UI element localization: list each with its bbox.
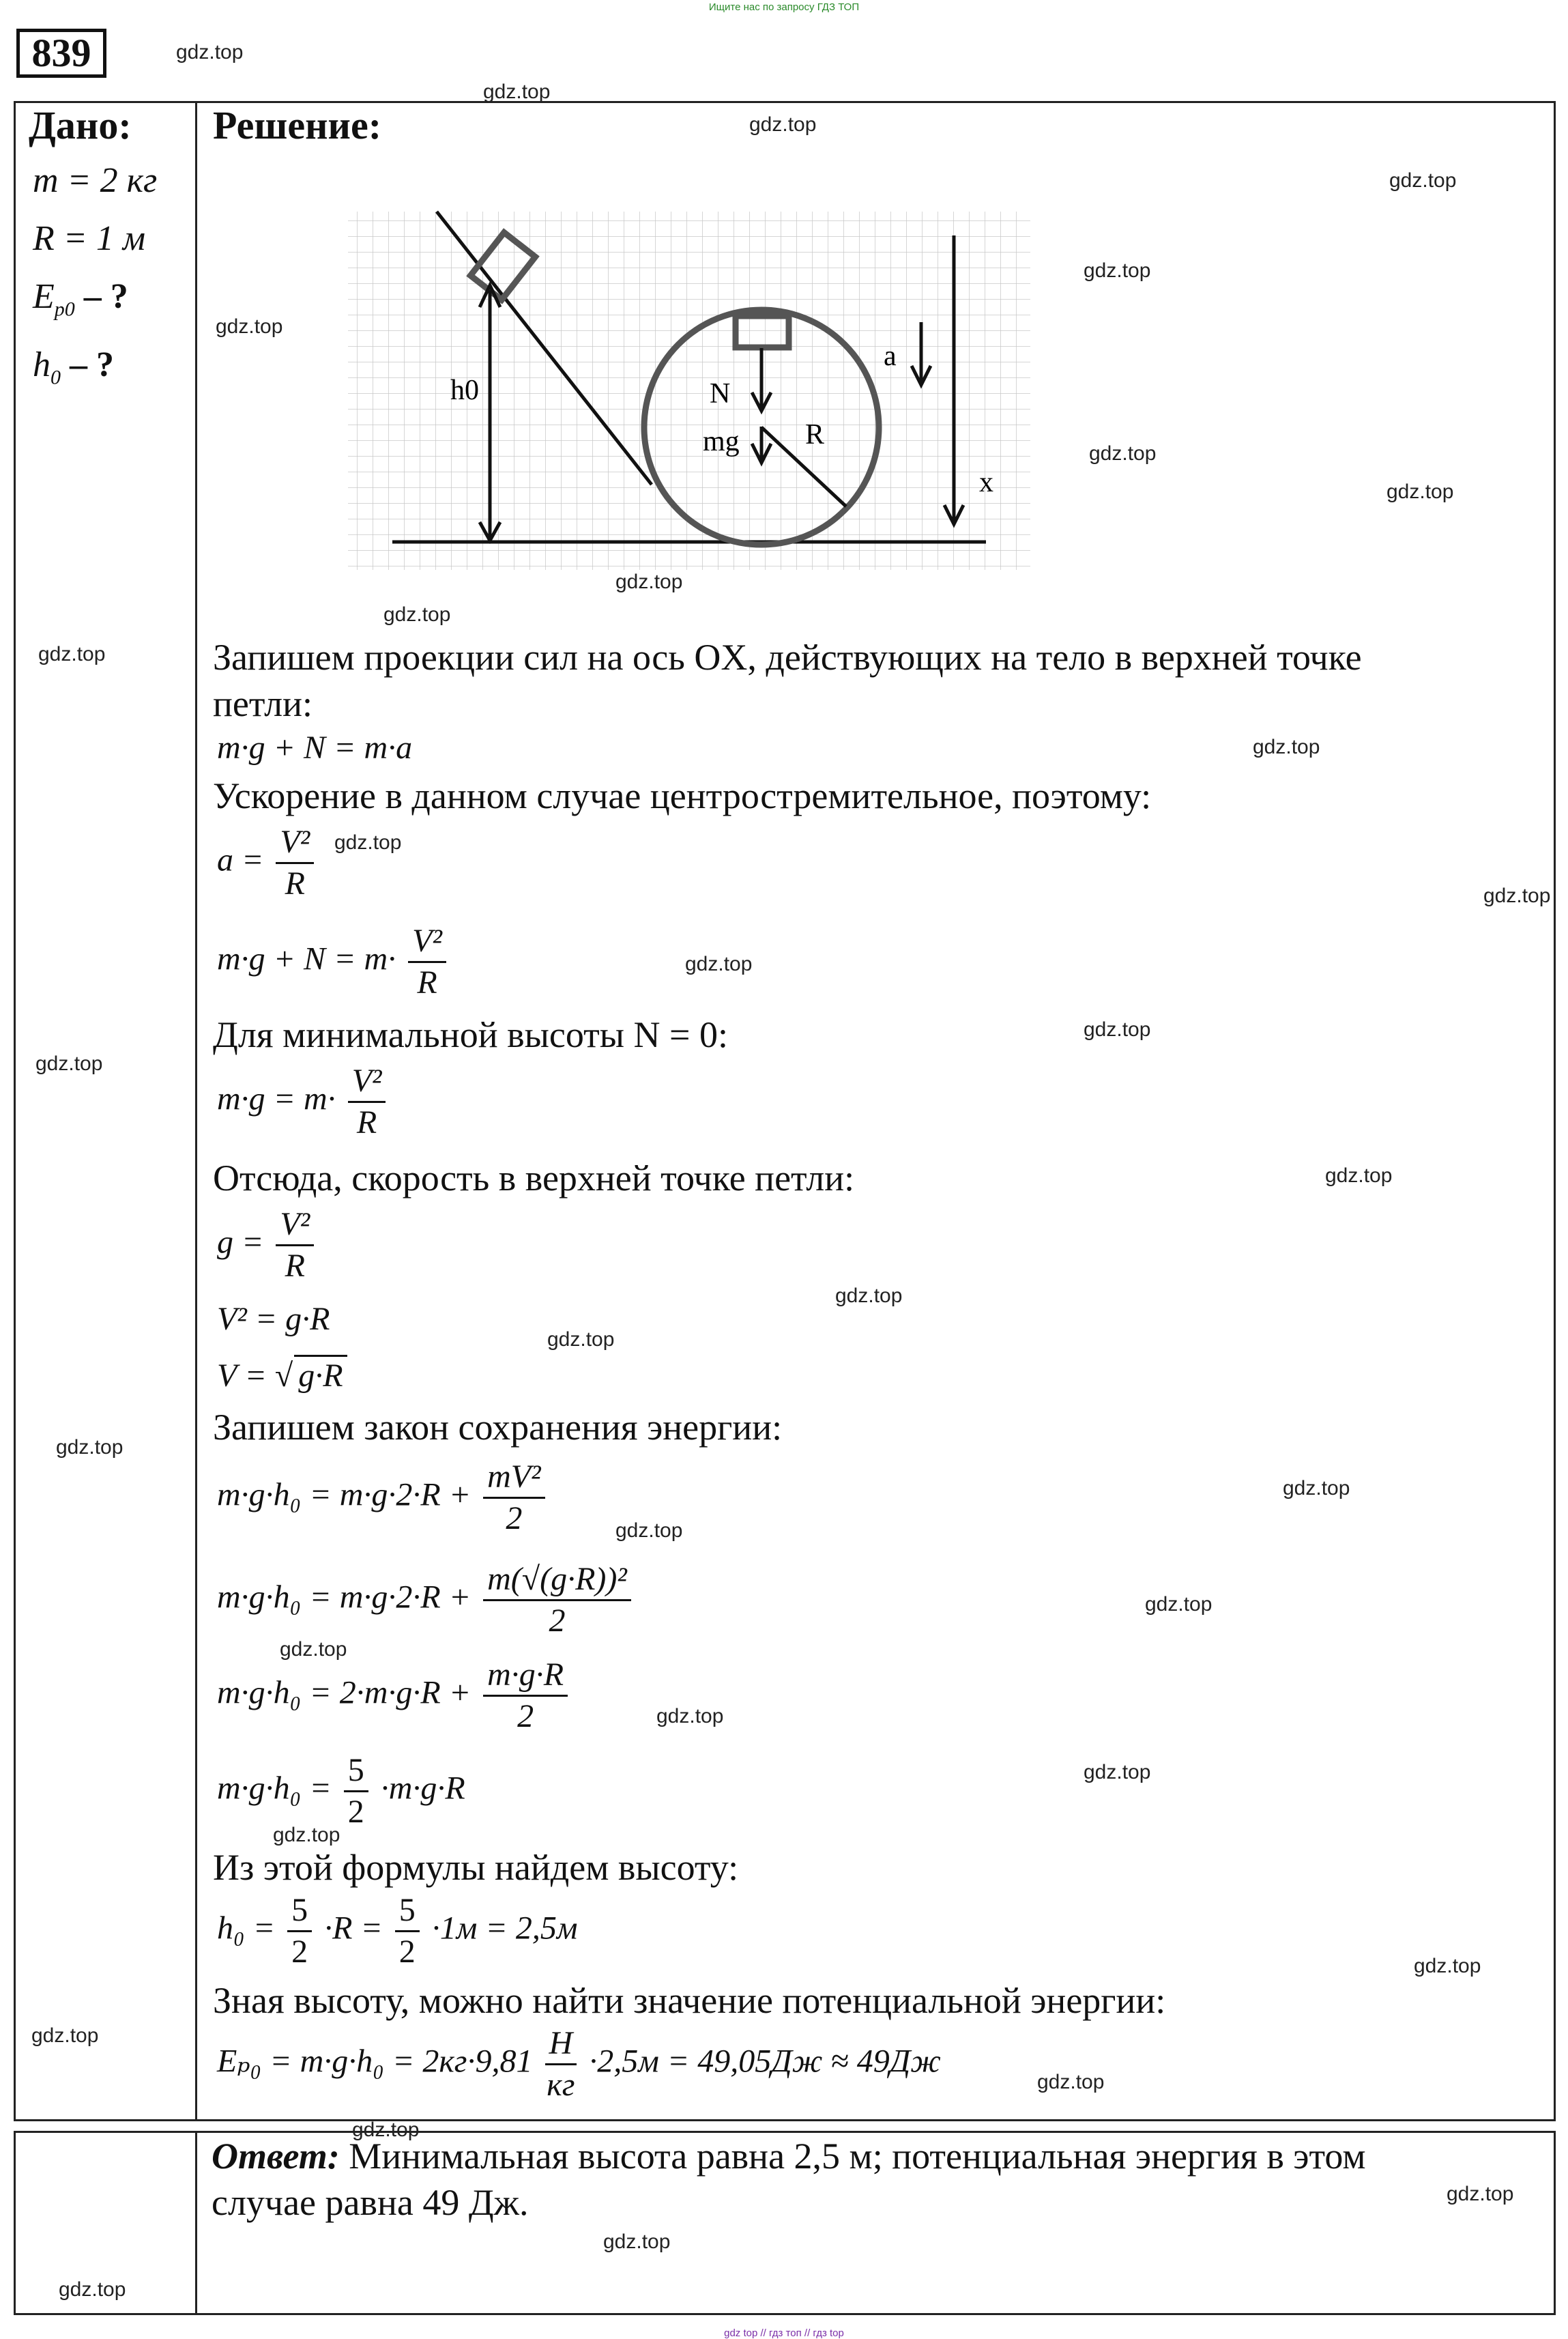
- h0-symbol: h: [33, 345, 50, 384]
- watermark[interactable]: gdz.top: [1145, 1593, 1213, 1616]
- eq-energy3-den: 2: [517, 1698, 534, 1734]
- eq-height-frac1: [287, 1891, 312, 1972]
- eq-energy4-rhs: ·m·g·R: [380, 1770, 465, 1807]
- eq-g-num: V²: [276, 1205, 314, 1246]
- x-label: x: [979, 467, 993, 498]
- eq-min: [217, 1061, 390, 1143]
- eq-g-frac: [276, 1205, 314, 1286]
- eq-energy3-lhs: m·g·h₀ = 2·m·g·R +: [217, 1674, 471, 1711]
- eq-min-den: R: [356, 1104, 377, 1140]
- ep0-question: ?: [110, 277, 128, 316]
- table-divider: [195, 101, 197, 2121]
- answer-line2: случае равна 49 Дж.: [212, 2182, 529, 2223]
- text-speed: Отсюда, скорость в верхней точке петли:: [213, 1158, 855, 1199]
- eq-potential-lhs: Eₚ₀ = m·g·h₀ = 2кг·9,81: [217, 2043, 533, 2080]
- eq-energy3-num: m·g·R: [483, 1655, 568, 1697]
- watermark[interactable]: gdz.top: [1325, 1164, 1393, 1187]
- eq-height-lhs: h₀ =: [217, 1910, 276, 1947]
- eq-accel-lhs: a =: [217, 842, 264, 878]
- watermark[interactable]: gdz.top: [1386, 480, 1454, 503]
- watermark[interactable]: gdz.top: [1084, 1018, 1151, 1041]
- loop-diagram: [341, 205, 1037, 573]
- watermark[interactable]: gdz.top: [38, 643, 106, 665]
- eq-height-den1: 2: [291, 1934, 308, 1970]
- watermark[interactable]: gdz.top: [31, 2024, 99, 2047]
- eq-newton-v-num: V²: [408, 921, 446, 963]
- text-energy-law: Запишем закон сохранения энергии:: [213, 1407, 783, 1448]
- watermark[interactable]: gdz.top: [280, 1638, 347, 1661]
- watermark[interactable]: gdz.top: [1483, 885, 1551, 907]
- eq-g: [217, 1205, 318, 1286]
- watermark[interactable]: gdz.top: [685, 953, 753, 975]
- watermark[interactable]: gdz.top: [334, 831, 402, 854]
- watermark[interactable]: gdz.top: [1084, 259, 1151, 282]
- eq-accel-frac: [276, 822, 314, 904]
- eq-energy2-lhs: m·g·h₀ = m·g·2·R +: [217, 1579, 471, 1616]
- eq-energy2: [217, 1560, 635, 1641]
- given-mass: m = 2 кг: [33, 161, 158, 200]
- top-banner[interactable]: Ищите нас по запросу ГДЗ ТОП: [708, 1, 860, 13]
- eq-height-frac2: [395, 1891, 420, 1972]
- watermark[interactable]: gdz.top: [1089, 442, 1157, 465]
- eq-energy3: [217, 1655, 572, 1736]
- answer-label: Ответ:: [212, 2136, 340, 2177]
- eq-height-num2: 5: [395, 1891, 420, 1932]
- ep0-subscript: p0: [54, 298, 75, 321]
- given-radius: R = 1 м: [33, 219, 146, 258]
- watermark[interactable]: gdz.top: [273, 1824, 340, 1846]
- eq-energy1-lhs: m·g·h₀ = m·g·2·R +: [217, 1476, 471, 1513]
- eq-energy2-frac: [483, 1560, 631, 1641]
- eq-energy4-den: 2: [347, 1794, 364, 1830]
- mg-label: mg: [703, 426, 740, 457]
- watermark[interactable]: gdz.top: [615, 1519, 683, 1542]
- eq-accel-num: V²: [276, 822, 314, 864]
- watermark[interactable]: gdz.top: [216, 315, 283, 338]
- watermark[interactable]: gdz.top: [749, 113, 817, 136]
- watermark[interactable]: gdz.top: [483, 81, 551, 103]
- footer-links[interactable]: gdz top // гдз топ // гдз top: [724, 2327, 844, 2339]
- watermark[interactable]: gdz.top: [176, 41, 244, 63]
- eq-newton: m·g + N = m·a: [217, 730, 413, 766]
- a-label: a: [884, 341, 897, 372]
- eq-energy1: [217, 1457, 549, 1538]
- given-height: [33, 345, 114, 389]
- watermark[interactable]: gdz.top: [35, 1052, 103, 1075]
- eq-min-lhs: m·g = m·: [217, 1080, 336, 1117]
- r-label: R: [805, 419, 825, 450]
- eq-g-lhs: g =: [217, 1224, 264, 1261]
- eq-min-frac: [348, 1061, 386, 1143]
- ep0-dash: –: [83, 277, 102, 316]
- eq-energy1-num: mV²: [483, 1457, 545, 1499]
- watermark[interactable]: gdz.top: [1253, 736, 1320, 758]
- eq-height-num1: 5: [287, 1891, 312, 1932]
- text-forces: Запишем проекции сил на ось OX, действующих на тело в верхней точке: [213, 637, 1362, 678]
- watermark[interactable]: gdz.top: [59, 2278, 126, 2301]
- eq-potential: [217, 2024, 941, 2105]
- eq-height-rhs: ·1м = 2,5м: [431, 1910, 578, 1947]
- solution-heading: Решение:: [213, 103, 382, 147]
- watermark[interactable]: gdz.top: [352, 2119, 420, 2141]
- watermark[interactable]: gdz.top: [56, 1436, 124, 1459]
- text-find-height: Из этой формулы найдем высоту:: [213, 1847, 739, 1888]
- eq-potential-frac: [545, 2024, 577, 2105]
- eq-energy3-frac: [483, 1655, 568, 1736]
- eq-energy4-frac: [344, 1751, 368, 1832]
- text-potential: Зная высоту, можно найти значение потенциальной энергии:: [213, 1980, 1166, 2021]
- eq-v-squared: V² = g·R: [217, 1301, 330, 1337]
- eq-v-lhs: V =: [217, 1358, 267, 1394]
- eq-energy1-den: 2: [506, 1500, 523, 1536]
- answer-divider: [195, 2131, 197, 2315]
- watermark[interactable]: gdz.top: [1084, 1761, 1151, 1783]
- h0-question: ?: [96, 345, 114, 384]
- eq-v: V = √ g·R: [217, 1355, 347, 1394]
- eq-newton-v: [217, 921, 450, 1003]
- watermark[interactable]: gdz.top: [835, 1285, 903, 1307]
- eq-potential-num: Н: [545, 2024, 577, 2065]
- eq-potential-den: кг: [547, 2067, 575, 2103]
- eq-energy2-num: m(√(g·R))²: [483, 1560, 631, 1601]
- eq-newton-v-den: R: [417, 964, 437, 1001]
- eq-potential-rhs: ·2,5м = 49,05Дж ≈ 49Дж: [589, 2043, 941, 2080]
- eq-height-den2: 2: [398, 1934, 416, 1970]
- given-heading: Дано:: [29, 103, 132, 147]
- watermark[interactable]: gdz.top: [1389, 169, 1457, 192]
- watermark[interactable]: gdz.top: [1283, 1477, 1350, 1499]
- eq-newton-v-frac: [408, 921, 446, 1003]
- eq-energy4: [217, 1751, 465, 1832]
- text-forces-cont: петли:: [213, 683, 313, 724]
- watermark[interactable]: gdz.top: [656, 1705, 724, 1727]
- watermark[interactable]: gdz.top: [1447, 2183, 1514, 2205]
- eq-energy1-frac: [483, 1457, 545, 1538]
- n-label: N: [710, 378, 731, 410]
- watermark[interactable]: gdz.top: [615, 571, 683, 593]
- h0-subscript: 0: [50, 366, 61, 389]
- eq-newton-v-lhs: m·g + N = m·: [217, 941, 396, 977]
- h0-label: h0: [450, 375, 479, 406]
- answer-text1: Минимальная высота равна 2,5 м; потенциальная энергия в этом: [349, 2136, 1366, 2177]
- given-energy: [33, 276, 128, 321]
- watermark[interactable]: gdz.top: [383, 603, 451, 626]
- eq-height: [217, 1891, 577, 1972]
- text-centripetal: Ускорение в данном случае центростремительное, поэтому:: [213, 775, 1152, 816]
- ep0-symbol: E: [33, 277, 55, 316]
- watermark[interactable]: gdz.top: [1037, 2071, 1105, 2093]
- watermark[interactable]: gdz.top: [547, 1328, 615, 1351]
- watermark[interactable]: gdz.top: [603, 2230, 671, 2253]
- eq-accel: [217, 822, 318, 904]
- eq-energy4-lhs: m·g·h₀ =: [217, 1770, 332, 1807]
- problem-number: 839: [16, 29, 106, 78]
- h0-dash: –: [70, 345, 87, 384]
- eq-g-den: R: [285, 1248, 305, 1284]
- watermark[interactable]: gdz.top: [1414, 1955, 1481, 1977]
- eq-accel-den: R: [285, 865, 305, 902]
- eq-v-radicand: g·R: [294, 1355, 347, 1394]
- text-min-height: Для минимальной высоты N = 0:: [213, 1014, 728, 1055]
- eq-height-mid: ·R =: [324, 1910, 383, 1947]
- eq-energy4-num: 5: [344, 1751, 368, 1792]
- eq-min-num: V²: [348, 1061, 386, 1103]
- eq-energy2-den: 2: [549, 1603, 566, 1639]
